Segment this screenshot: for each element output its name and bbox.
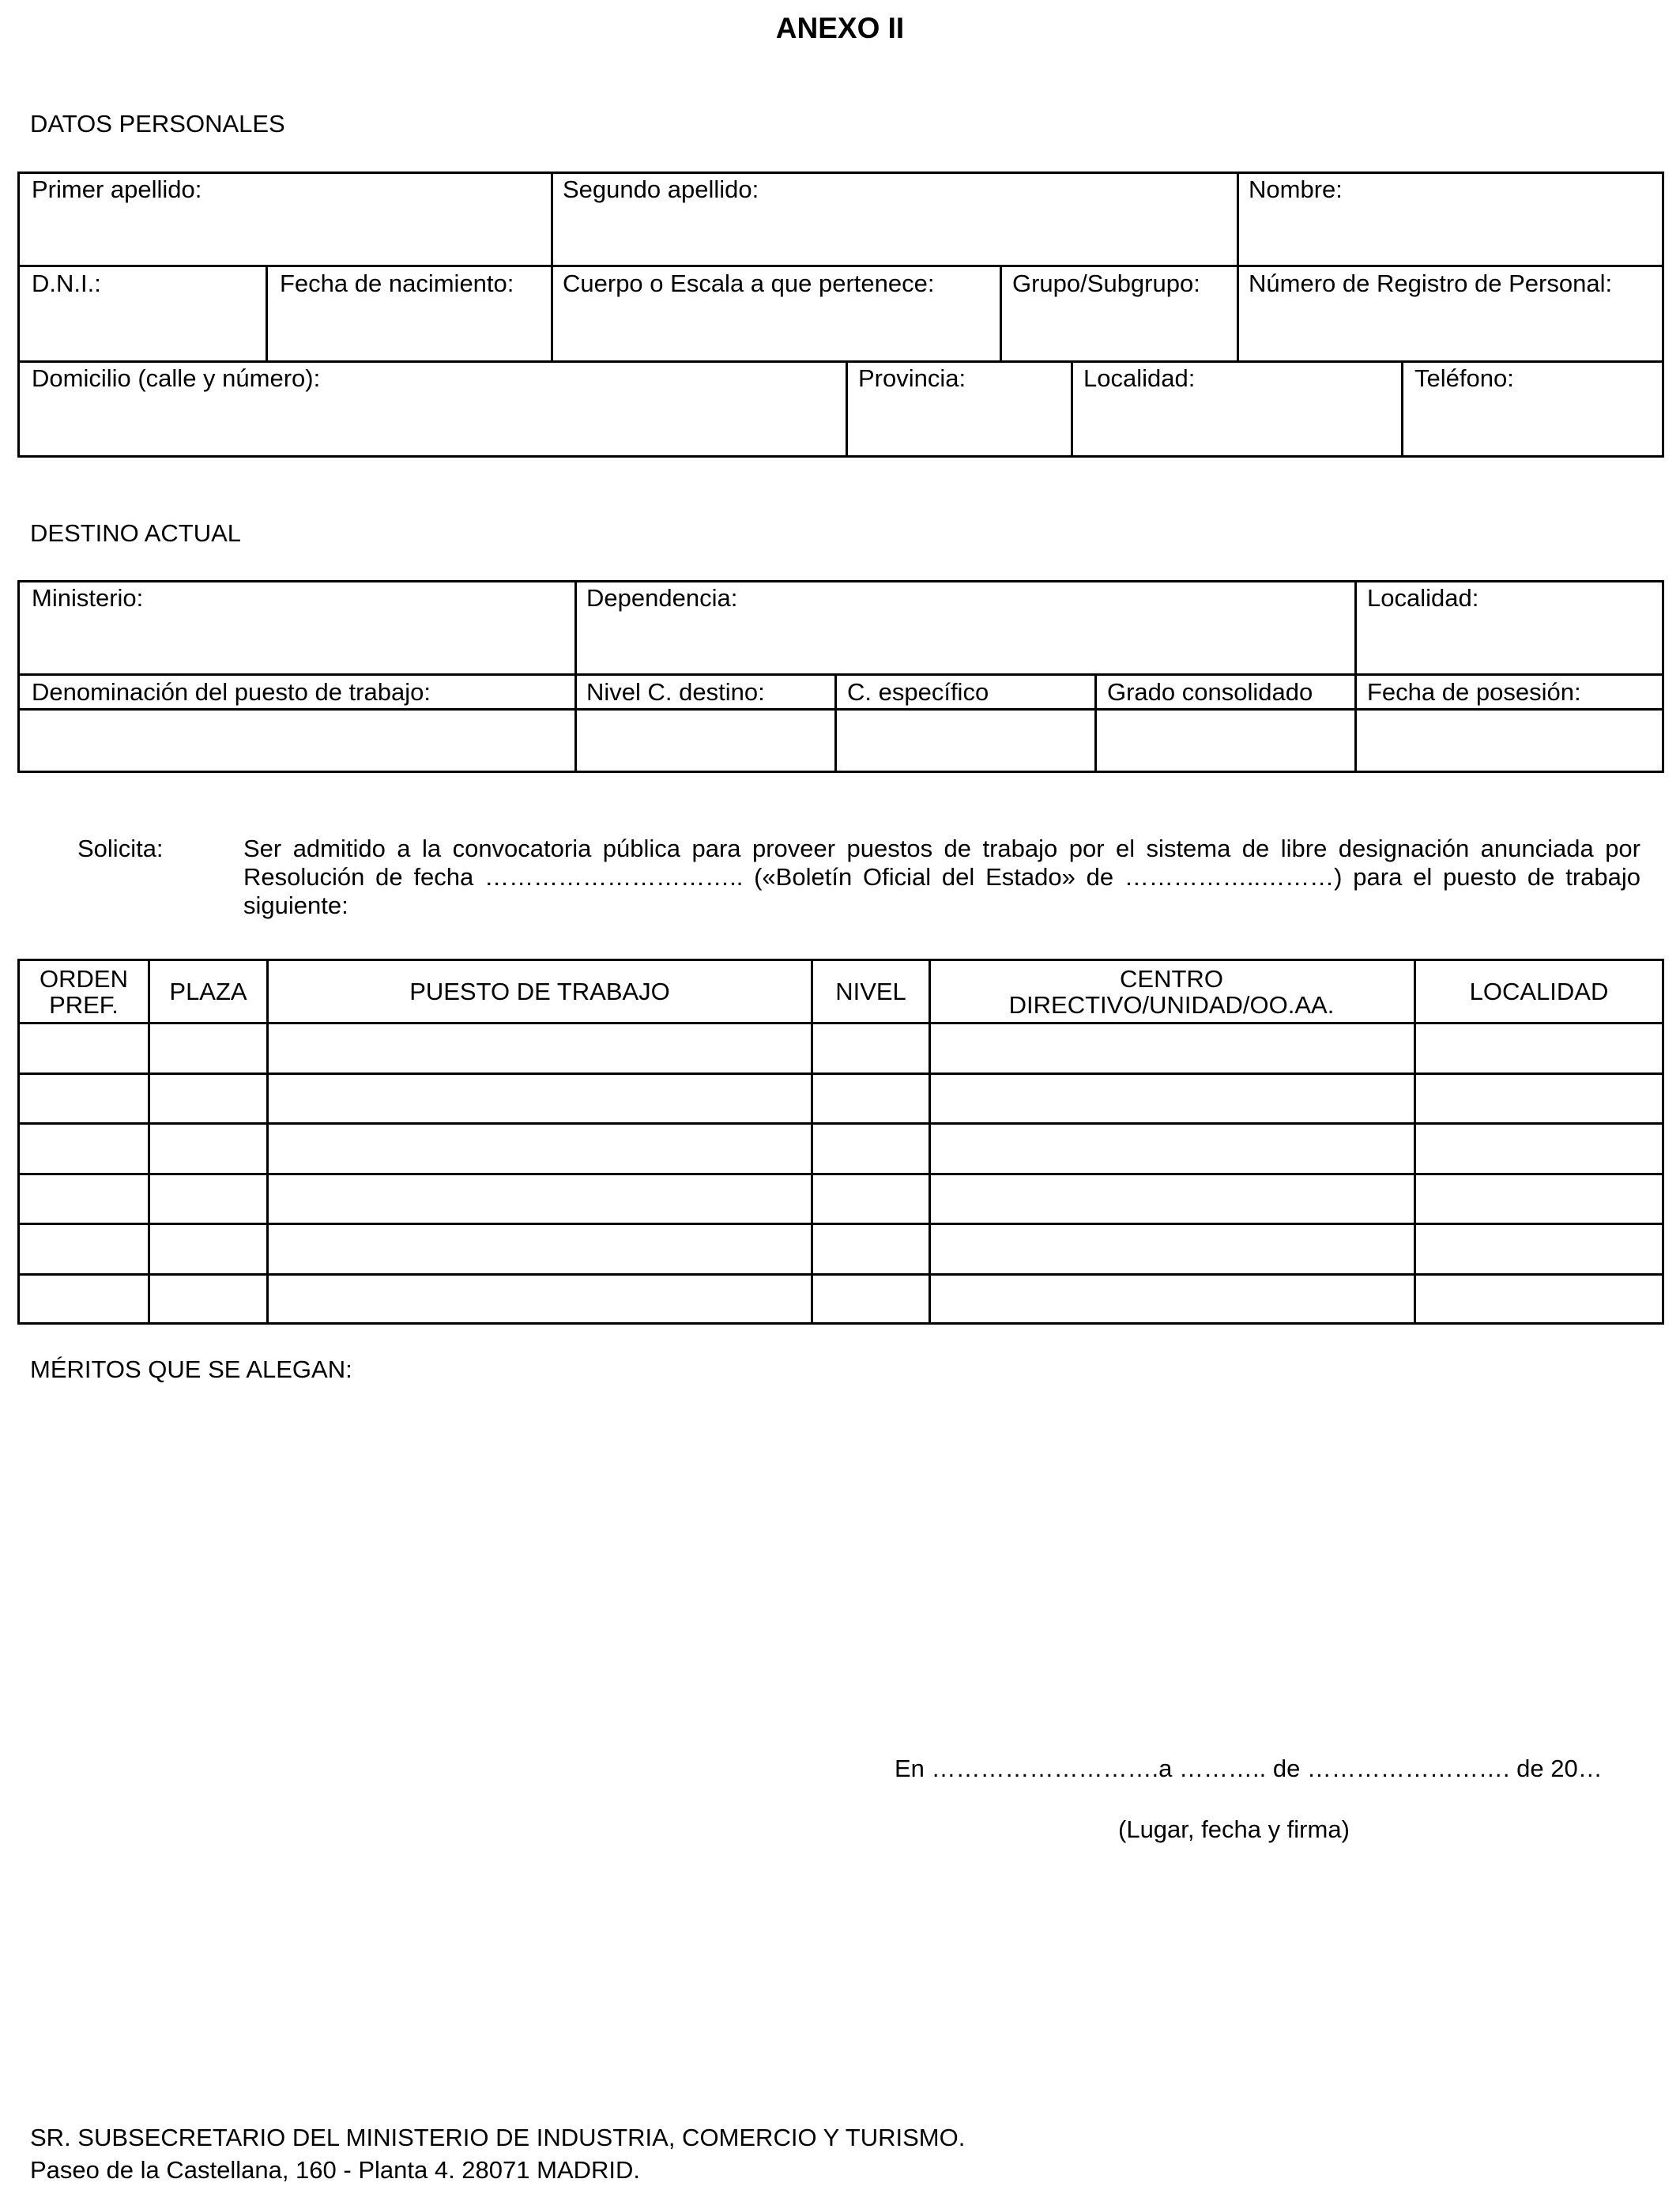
col-divider: [551, 172, 553, 266]
signature-line: En ……………………….a ……….. de ……………………. de 20…: [895, 1755, 1603, 1782]
section-heading-destino-actual: DESTINO ACTUAL: [30, 519, 241, 547]
footer-addressee: SR. SUBSECRETARIO DEL MINISTERIO DE INDUSTRIA, COMERCIO Y TURISMO.: [30, 2124, 966, 2151]
col-divider: [1000, 265, 1002, 362]
field-nombre[interactable]: Nombre:: [1249, 175, 1343, 203]
field-primer-apellido[interactable]: Primer apellido:: [32, 175, 202, 203]
col-divider: [551, 265, 553, 362]
footer-address: Paseo de la Castellana, 160 - Planta 4. 28071 MADRID.: [30, 2156, 641, 2184]
header-plaza: PLAZA: [169, 978, 247, 1005]
col-divider: [1237, 172, 1239, 362]
field-domicilio[interactable]: Domicilio (calle y número):: [32, 364, 321, 392]
solicita-text: Ser admitido a la convocatoria pública para proveer puestos de trabajo por el sistema de libre designación anunciada por Resolución de fecha ………………………….. («Boletín Oficial del Estado» de ……………..………) para el puesto de trabajo siguiente:: [243, 835, 1640, 919]
col-divider: [846, 360, 848, 458]
table-row: [17, 1072, 1664, 1075]
col-divider: [1401, 360, 1403, 458]
table-row: [17, 1223, 1664, 1225]
table-row: [17, 1173, 1664, 1175]
field-dependencia[interactable]: Dependencia:: [586, 584, 738, 612]
row-divider: [17, 673, 1664, 676]
row-divider: [17, 265, 1664, 267]
table-row: [17, 1122, 1664, 1125]
section-heading-datos-personales: DATOS PERSONALES: [30, 110, 285, 138]
page-title: ANEXO II: [775, 12, 905, 44]
field-nivel-destino[interactable]: Nivel C. destino:: [586, 678, 765, 706]
field-denominacion-puesto[interactable]: Denominación del puesto de trabajo:: [32, 678, 431, 706]
col-divider: [266, 265, 268, 362]
field-fecha-posesion[interactable]: Fecha de posesión:: [1367, 678, 1581, 706]
field-ministerio[interactable]: Ministerio:: [32, 584, 144, 612]
field-numero-registro[interactable]: Número de Registro de Personal:: [1249, 270, 1613, 297]
field-telefono[interactable]: Teléfono:: [1414, 364, 1514, 392]
field-segundo-apellido[interactable]: Segundo apellido:: [563, 175, 759, 203]
header-nivel: NIVEL: [835, 978, 906, 1005]
col-divider: [1071, 360, 1073, 458]
field-dni[interactable]: D.N.I.:: [32, 270, 101, 297]
field-localidad[interactable]: Localidad:: [1083, 364, 1196, 392]
field-grupo-subgrupo[interactable]: Grupo/Subgrupo:: [1012, 270, 1200, 297]
col-divider: [574, 580, 577, 773]
col-divider: [1354, 580, 1357, 773]
table-row: [17, 1022, 1664, 1024]
field-cuerpo-escala[interactable]: Cuerpo o Escala a que pertenece:: [563, 270, 935, 297]
col-divider: [1094, 673, 1097, 773]
solicita-label: Solicita:: [77, 835, 164, 862]
field-localidad-destino[interactable]: Localidad:: [1367, 584, 1479, 612]
row-divider: [17, 708, 1664, 711]
col-divider: [929, 959, 931, 1325]
field-provincia[interactable]: Provincia:: [858, 364, 966, 392]
col-divider: [834, 673, 837, 773]
signature-caption: (Lugar, fecha y firma): [1118, 1815, 1350, 1843]
header-localidad: LOCALIDAD: [1469, 978, 1609, 1005]
meritos-heading: MÉRITOS QUE SE ALEGAN:: [30, 1355, 352, 1383]
header-orden-pref: ORDEN PREF.: [40, 964, 128, 1019]
header-centro-directivo: CENTRO DIRECTIVO/UNIDAD/OO.AA.: [1008, 964, 1335, 1019]
field-grado-consolidado[interactable]: Grado consolidado: [1107, 678, 1313, 706]
row-divider: [17, 360, 1664, 363]
header-puesto-trabajo: PUESTO DE TRABAJO: [409, 978, 670, 1005]
field-fecha-nacimiento[interactable]: Fecha de nacimiento:: [280, 270, 514, 297]
table-row: [17, 1273, 1664, 1276]
datos-personales-table: [17, 172, 1664, 458]
field-c-especifico[interactable]: C. específico: [847, 678, 989, 706]
